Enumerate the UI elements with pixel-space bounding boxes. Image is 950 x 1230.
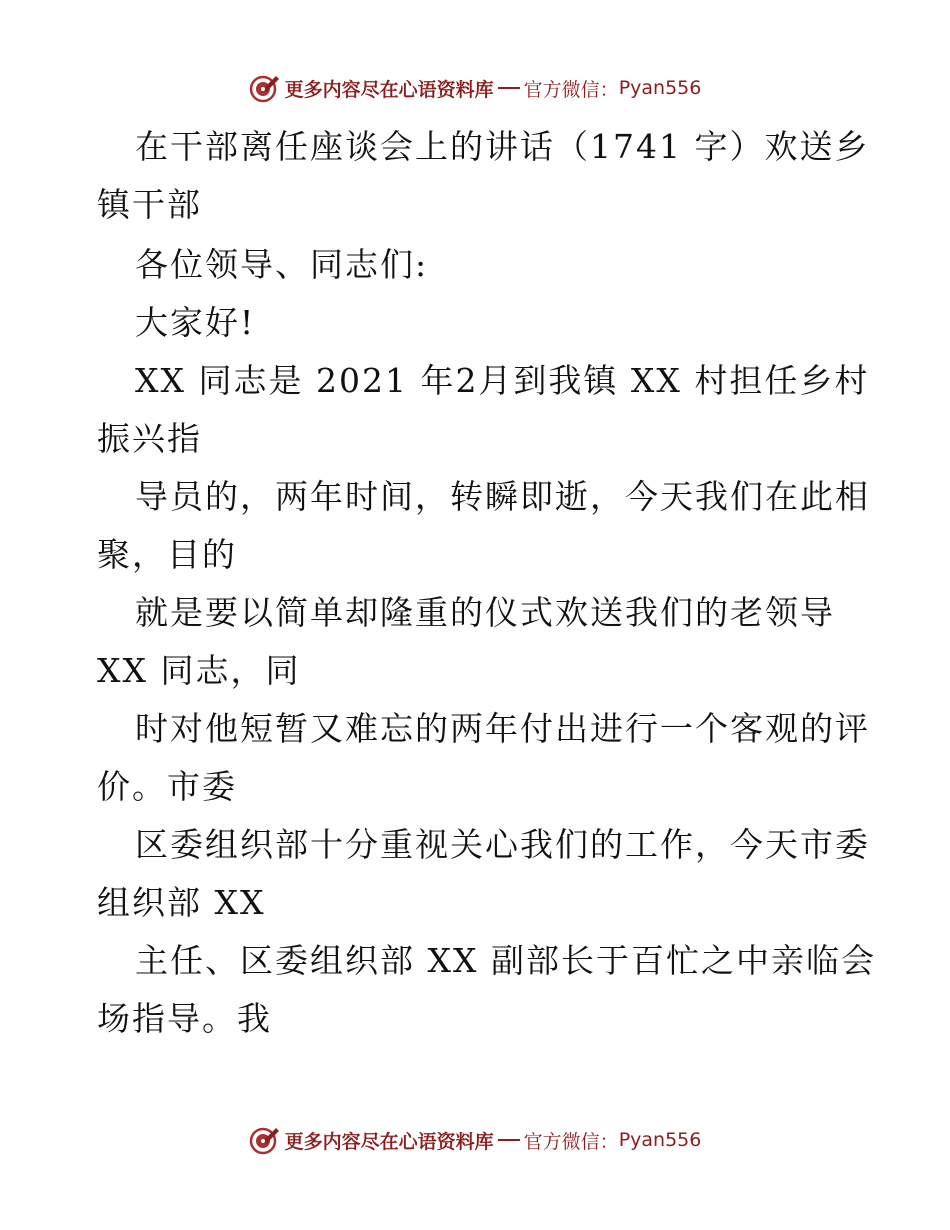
paragraph-line: 振兴指 (97, 419, 202, 458)
paragraph-line: 组织部 XX (97, 883, 266, 922)
paragraph-line: 时对他短暂又难忘的两年付出进行一个客观的评 (135, 709, 870, 748)
banner-wechat-label: 官方微信： (523, 78, 619, 101)
paragraph-line: 就是要以简单却隆重的仪式欢送我们的老领导 (135, 593, 835, 632)
banner-wechat-id: Pyan556 (618, 1129, 702, 1151)
paragraph-line: 区委组织部十分重视关心我们的工作，今天市委 (135, 825, 870, 864)
paragraph-line: 导员的，两年时间，转瞬即逝，今天我们在此相 (135, 477, 870, 516)
banner-brand-text: 更多内容尽在心语资料库 (284, 1130, 494, 1153)
pen-nib-logo-icon (249, 1124, 281, 1156)
footer-banner (0, 1120, 950, 1160)
paragraph-line: 价。市委 (97, 767, 237, 806)
banner-dash (498, 1139, 520, 1141)
paragraph-line: 聚，目的 (97, 535, 237, 574)
title-line-1: 在干部离任座谈会上的讲话（1741 字）欢送乡 (135, 127, 870, 166)
banner-brand-text: 更多内容尽在心语资料库 (284, 78, 494, 101)
paragraph-line: 场指导。我 (97, 999, 272, 1038)
salutation-line: 各位领导、同志们: (135, 245, 429, 284)
paragraph-line: 主任、区委组织部 XX 副部长于百忙之中亲临会 (135, 941, 876, 980)
paragraph-line: XX 同志是 2021 年2月到我镇 XX 村担任乡村 (135, 361, 870, 400)
pen-nib-logo-icon (249, 72, 281, 104)
banner-wechat-id: Pyan556 (618, 77, 702, 99)
title-line-2: 镇干部 (97, 185, 202, 224)
paragraph-line: XX 同志，同 (97, 651, 301, 690)
header-banner (0, 68, 950, 108)
greeting-line: 大家好! (135, 303, 256, 342)
banner-wechat-label: 官方微信： (523, 1130, 619, 1153)
banner-dash (498, 87, 520, 89)
